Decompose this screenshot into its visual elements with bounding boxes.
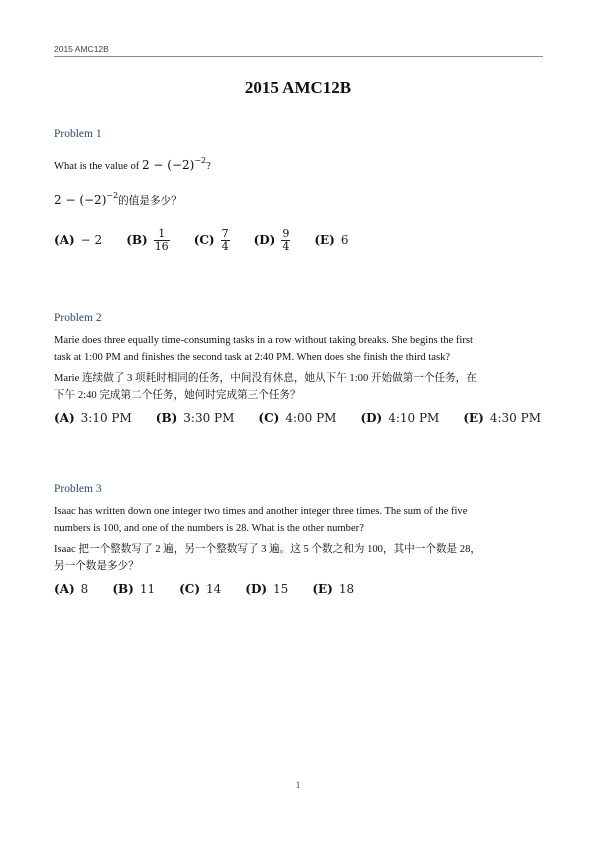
problem-1-statement-zh: [54, 192, 546, 210]
problem-2-en-line-2: task at 1:00 PM and finishes the second task at 2:40 PM. When does she finish the third task?: [54, 352, 451, 363]
choice-e[interactable]: [314, 233, 348, 247]
choice-c[interactable]: [258, 411, 336, 425]
choice-label: (E): [463, 411, 484, 425]
choice-a[interactable]: [54, 582, 88, 596]
choice-label: (A): [54, 411, 75, 425]
fraction: [221, 228, 230, 253]
fraction: [281, 228, 290, 253]
fraction-numerator: 9: [282, 226, 290, 240]
choice-label: (A): [54, 233, 75, 247]
problem-2-en-line-1: Marie does three equally time-consuming tasks in a row without taking breaks. She begins the first: [54, 335, 473, 346]
problem-2-heading: Problem 2: [54, 312, 102, 324]
problem-1-heading: Problem 1: [54, 128, 102, 140]
expression-exponent: −2: [194, 156, 207, 165]
choice-d[interactable]: [254, 228, 291, 253]
choice-b[interactable]: [112, 582, 155, 596]
choice-c[interactable]: [194, 228, 230, 253]
choice-label: (B): [126, 233, 148, 247]
choice-label: (D): [360, 411, 383, 425]
choice-b[interactable]: [156, 411, 235, 425]
fraction-denominator: 4: [221, 239, 229, 253]
page-header: [54, 44, 543, 57]
choice-value: − 2: [80, 233, 103, 247]
choice-label: (A): [54, 582, 75, 596]
problem-3-choices: [54, 575, 378, 603]
choice-value: 14: [206, 582, 222, 596]
problem-1-en-prefix: What is the value of: [54, 161, 142, 172]
choice-label: (C): [179, 582, 200, 596]
fraction-denominator: 16: [154, 239, 169, 253]
choice-c[interactable]: [179, 582, 221, 596]
problem-1-expression: [142, 158, 206, 172]
fraction-numerator: 1: [158, 226, 166, 240]
fraction-denominator: 4: [282, 239, 290, 253]
problem-1-choices: [54, 226, 373, 254]
fraction: [154, 228, 170, 253]
choice-e[interactable]: [312, 582, 354, 596]
choice-label: (C): [193, 233, 215, 247]
problem-2-zh-line-1: Marie 连续做了 3 项耗时相同的任务，中间没有休息，她从下午 1:00 开始做第一个任务，在: [54, 373, 477, 384]
choice-value: 3:30 PM: [183, 411, 235, 425]
problem-2-zh-line-2: 下午 2:40 完成第二个任务，她何时完成第三个任务？: [54, 390, 301, 401]
problem-1-statement-en: [54, 157, 546, 175]
choice-b[interactable]: [126, 228, 170, 253]
choice-label: (B): [155, 411, 178, 425]
problem-2-choices: [54, 404, 565, 432]
choice-value: 8: [80, 582, 89, 596]
choice-value: 4:10 PM: [388, 411, 440, 425]
problem-3-en-line-2: numbers is 100, and one of the numbers is 28. What is the other number?: [54, 523, 364, 534]
choice-d[interactable]: [360, 411, 439, 425]
choice-a[interactable]: [54, 233, 102, 247]
expression-base: 2 − (−2): [141, 158, 195, 172]
choice-value: 18: [338, 582, 355, 596]
choice-label: (E): [314, 233, 335, 247]
choice-e[interactable]: [463, 411, 541, 425]
choice-value: 6: [340, 233, 349, 247]
choice-label: (C): [258, 411, 280, 425]
choice-d[interactable]: [245, 582, 288, 596]
header-text: 2015 AMC12B: [54, 44, 109, 54]
problem-3-en-line-1: Isaac has written down one integer two times and another integer three times. The sum of the five: [54, 506, 468, 517]
expression-base: 2 − (−2): [54, 193, 107, 207]
problem-3-zh-line-2: 另一个数是多少？: [54, 561, 139, 572]
problem-1-zh-suffix: 的值是多少？: [118, 196, 182, 207]
expression-exponent: −2: [106, 191, 119, 200]
choice-value: 4:00 PM: [285, 411, 337, 425]
fraction-numerator: 7: [221, 226, 229, 240]
choice-label: (D): [245, 582, 268, 596]
choice-value: 3:10 PM: [80, 411, 132, 425]
document-title: 2015 AMC12B: [244, 78, 352, 97]
problem-3-heading: Problem 3: [54, 483, 102, 495]
choice-label: (E): [312, 582, 333, 596]
problem-1-expression-zh: [54, 193, 118, 207]
problem-1-en-suffix: ?: [206, 161, 211, 172]
choice-value: 4:30 PM: [489, 411, 541, 425]
page-number: 1: [295, 780, 301, 790]
choice-value: 11: [139, 582, 156, 596]
choice-value: 15: [273, 582, 289, 596]
choice-label: (D): [253, 233, 276, 247]
choice-a[interactable]: [54, 411, 132, 425]
problem-3-zh-line-1: Isaac 把一个整数写了 2 遍，另一个整数写了 3 遍。这 5 个数之和为 100，其中一个数是 28，: [54, 544, 481, 555]
choice-label: (B): [112, 582, 134, 596]
